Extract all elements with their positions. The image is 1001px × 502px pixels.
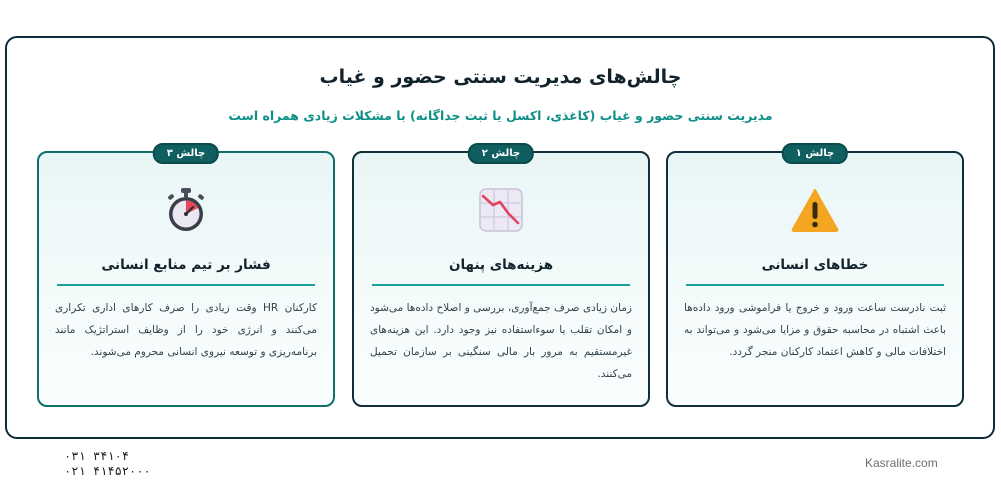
challenge-tag: چالش ۲ — [468, 143, 534, 164]
challenge-description: زمان زیادی صرف جمع‌آوری، بررسی و اصلاح داده‌ها می‌شود و امکان تقلب یا سوءاستفاده نیز وجود دارد. این هزینه‌های غیرمستقیم به مرور بار مالی سنگینی بر سازمان تحمیل می‌کنند. — [370, 302, 632, 380]
divider — [372, 284, 630, 286]
challenge-tag: چالش ۳ — [153, 143, 219, 164]
divider — [686, 284, 944, 286]
challenge-card-3 — [37, 148, 335, 407]
challenge-title: خطاهای انسانی — [761, 257, 869, 273]
challenge-card-2 — [352, 148, 650, 407]
brand-watermark: Kasralite.com — [865, 456, 938, 470]
challenge-card-1 — [666, 148, 964, 407]
stopwatch-icon — [159, 183, 213, 237]
declining-chart-icon — [474, 183, 528, 237]
page-subtitle: مدیریت سنتی حضور و غیاب (کاغذی، اکسل یا ثبت جداگانه) با مشکلات زیادی همراه است — [228, 108, 773, 123]
page-title: چالش‌های مدیریت سنتی حضور و غیاب — [319, 66, 682, 88]
challenge-description: کارکنان HR وقت زیادی را صرف کارهای اداری تکراری می‌کنند و انرژی خود را از وظایف استراتژیک مانند برنامه‌ریزی و توسعه نیروی انسانی محروم می‌شوند. — [55, 302, 317, 358]
phone-number: ۰۳۱ ۳۴۱۰۴ — [64, 449, 130, 463]
warning-icon — [788, 183, 842, 237]
divider — [57, 284, 315, 286]
challenge-tag: چالش ۱ — [782, 143, 848, 164]
challenge-description: ثبت نادرست ساعت ورود و خروج یا فراموشی ورود داده‌ها باعث اشتباه در محاسبه حقوق و مزایا می‌شود و می‌تواند به اختلافات مالی و کاهش اعتماد کارکنان منجر گردد. — [684, 302, 946, 358]
contact-phones — [64, 449, 151, 479]
challenge-title: فشار بر تیم منابع انسانی — [101, 257, 271, 273]
phone-number: ۰۲۱ ۴۱۴۵۲۰۰۰ — [64, 464, 151, 478]
challenge-title: هزینه‌های پنهان — [448, 257, 554, 273]
